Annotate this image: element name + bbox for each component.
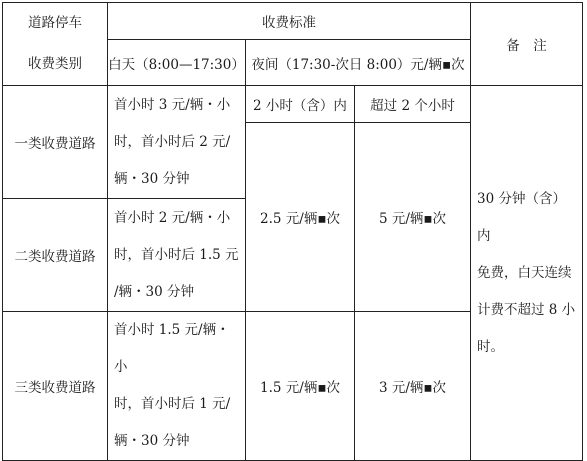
category-header-line1: 道路停车 [28, 15, 82, 31]
category-header-cell [3, 3, 108, 86]
remarks-line4: 时。 [477, 338, 505, 355]
day-fee-class1-line2: 时，首小时后 2 元/ [114, 133, 231, 150]
night-over2-header: 超过 2 个小时 [355, 86, 471, 123]
night-fee-class3-over2: 3 元/辆▪次 [355, 312, 471, 461]
parking-fee-table [2, 2, 583, 461]
remarks-line3: 计费不超过 8 小 [477, 301, 576, 318]
remarks-cell [471, 86, 583, 461]
night-fee-class3-within2: 1.5 元/辆▪次 [246, 312, 355, 461]
day-fee-class2 [108, 199, 246, 312]
daytime-header: 白天（8:00—17:30） [108, 40, 246, 86]
night-fee-class12-within2: 2.5 元/辆▪次 [246, 123, 355, 312]
night-fee-class12-over2: 5 元/辆▪次 [355, 123, 471, 312]
day-fee-class3-line2: 时，首小时后 1 元/ [114, 396, 231, 412]
day-fee-class3 [108, 312, 246, 461]
day-fee-class1-line1: 首小时 3 元/辆・小 [114, 96, 231, 113]
category-header-line2: 收费类别 [28, 56, 82, 72]
remarks-line2: 免费，白天连续 [477, 264, 572, 281]
night-within2-header: 2 小时（含）内 [246, 86, 355, 123]
night-header: 夜间（17:30-次日 8:00）元/辆▪次 [246, 40, 471, 86]
category-class2: 二类收费道路 [3, 199, 108, 312]
remarks-header: 备 注 [471, 3, 583, 86]
category-class1: 一类收费道路 [3, 86, 108, 199]
day-fee-class2-line2: 时，首小时后 1.5 元 [114, 246, 239, 263]
day-fee-class2-line3: /辆・30 分钟 [114, 283, 195, 300]
remarks-line1: 30 分钟（含）内 [477, 190, 566, 244]
day-fee-class1 [108, 86, 246, 199]
day-fee-class3-line3: 辆・30 分钟 [114, 433, 190, 449]
day-fee-class3-line1: 首小时 1.5 元/辆・小 [114, 322, 230, 375]
standard-header: 收费标准 [108, 3, 471, 40]
category-class3: 三类收费道路 [3, 312, 108, 461]
day-fee-class2-line1: 首小时 2 元/辆・小 [114, 209, 231, 226]
day-fee-class1-line3: 辆・30 分钟 [114, 170, 190, 187]
